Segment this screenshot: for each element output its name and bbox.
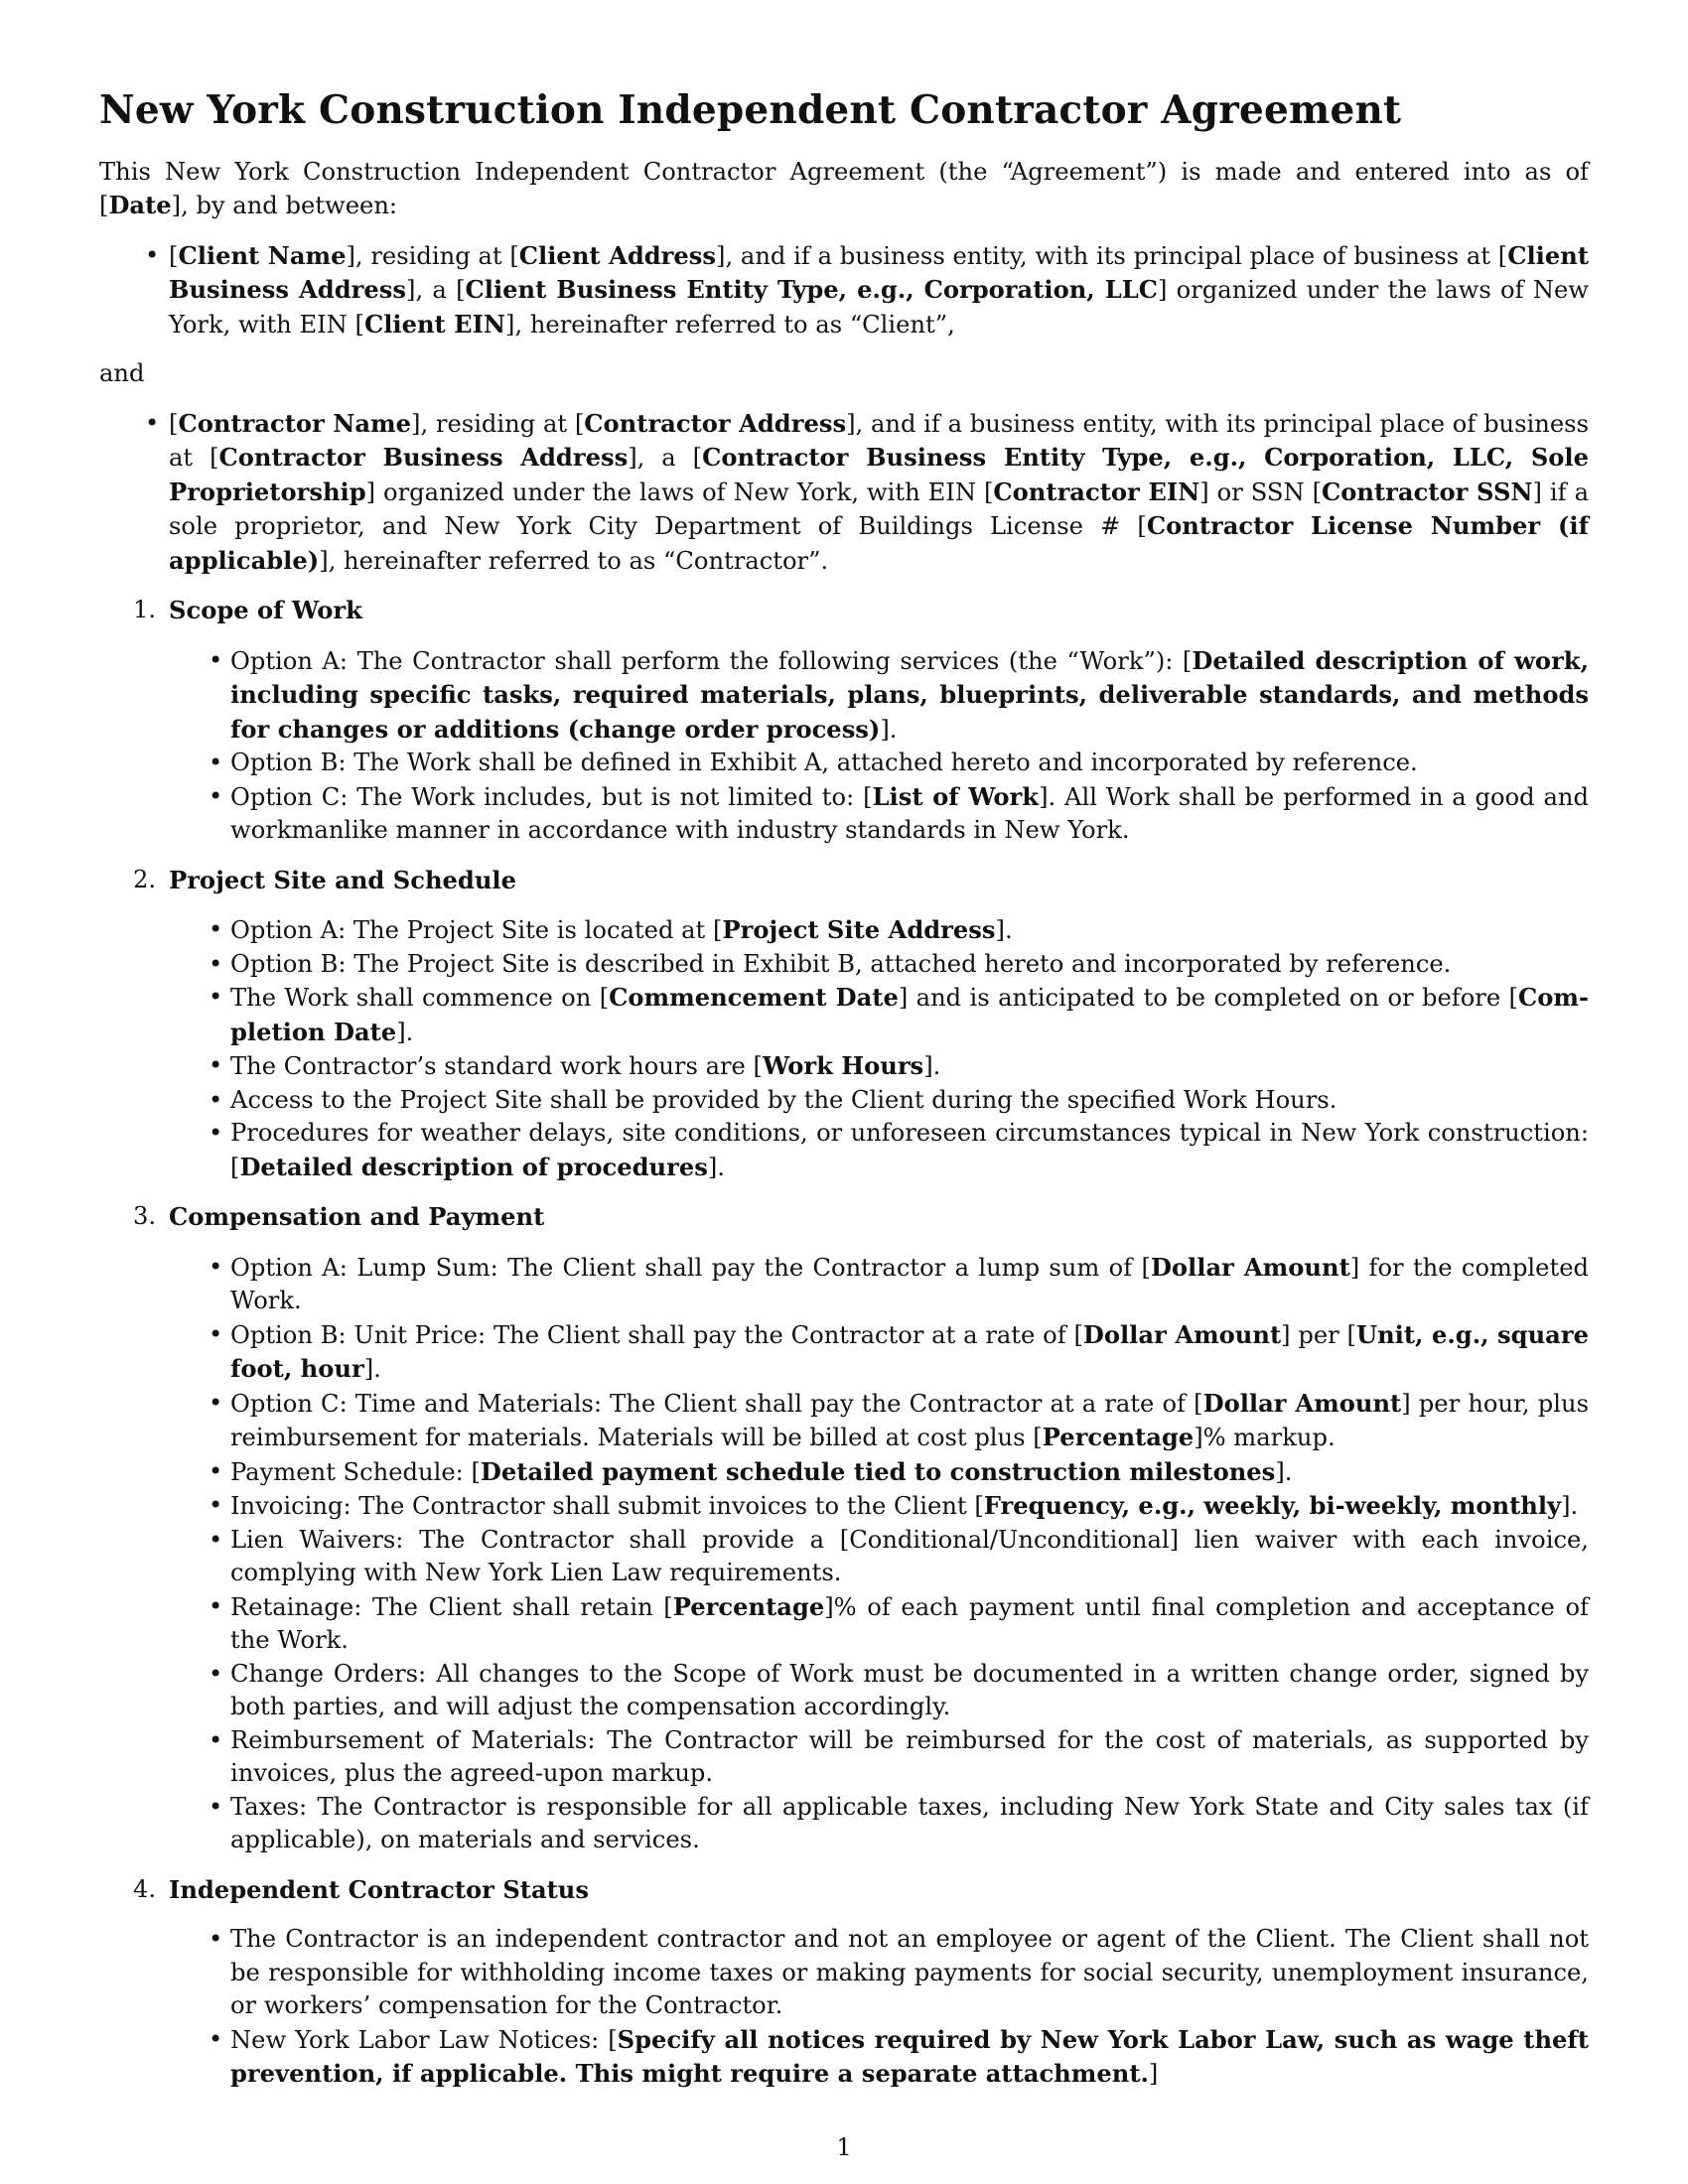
client-party: • [Client Name], residing at [Client Address], and if a business entity, with its principal place of business at [Client Business Address], a [Client Business Entity Type, e.g., Corporation, LLC] organized under the laws of New York, with EIN [Client EIN], hereinafter referred to as “Client”, [169, 239, 1589, 342]
section-title: Scope of Work [169, 596, 362, 625]
contractor-party-list [99, 407, 1589, 579]
list-item: • Option A: The Contractor shall perform the following services (the “Work”): [Detailed description of work, including specific tasks, required materials, plans, blueprints, deliverable standards, and methods for changes or additions (change order process)]. [230, 644, 1589, 748]
section-title: Independent Contractor Status [169, 1874, 590, 1904]
client-party-list [99, 239, 1589, 342]
list-item: • Option B: The Project Site is described in Exhibit B, attached hereto and incorporated by reference. [230, 948, 1589, 982]
list-item: • Option C: The Work includes, but is not limited to: [List of Work]. All Work shall be performed in a good and workmanlike manner in accordance with industry standards in New York. [230, 780, 1589, 848]
document-title: New York Construction Independent Contractor Agreement [99, 87, 1402, 133]
section-items [169, 644, 1589, 848]
section-title: Compensation and Payment [169, 1202, 545, 1232]
section-project-site [133, 864, 1589, 1185]
list-item: • Lien Waivers: The Contractor shall provide a [Conditional/Unconditional] lien waiver with each invoice, complying with New York Lien Law requirements. [230, 1524, 1589, 1590]
section-items [169, 1923, 1589, 2092]
list-item: • Retainage: The Client shall retain [Percentage]% of each payment until final completion and acceptance of the Work. [230, 1590, 1589, 1658]
list-item: • Option B: Unit Price: The Client shall pay the Contractor at a rate of [Dollar Amount] per [Unit, e.g., square foot, hour]. [230, 1318, 1589, 1387]
list-item: • New York Labor Law Notices: [Specify all notices required by New York Labor Law, such as wage theft prevention, if applicable. This might require a separate attachment.] [230, 2023, 1589, 2092]
list-item: • Taxes: The Contractor is responsible for all applicable taxes, including New York State and City sales tax (if applicable), on materials and services. [230, 1791, 1589, 1857]
page-number: 1 [836, 2133, 852, 2161]
section-scope-of-work [133, 594, 1589, 848]
section-items [169, 1251, 1589, 1857]
document-page [99, 87, 1589, 2108]
contractor-party: • [Contractor Name], residing at [Contractor Address], and if a business entity, with its principal place of business at [Contractor Business Address], a [Contractor Business Entity Type, e.g., Corporation, LLC, Sole Proprietorship] organized under the laws of New York, with EIN [Contractor EIN] or SSN [Contractor SSN] if a sole proprietor, and New York City Department of Buildings License # [Contractor License Number (if applicable)], hereinafter referred to as “Contractor”. [169, 407, 1589, 579]
section-number: 4. [133, 1874, 157, 1903]
list-item: • The Work shall commence on [Commencement Date] and is anticipated to be completed on or before [Completion Date]. [230, 981, 1589, 1049]
list-item: • Option A: The Project Site is located at [Project Site Address]. [230, 913, 1589, 948]
and-connector: and [99, 359, 145, 388]
section-compensation [133, 1200, 1589, 1857]
intro-paragraph: This New York Construction Independent Contractor Agreement (the “Agreement”) is made and entered into as of [Date], by and between: [99, 157, 1589, 220]
list-item: • Option A: Lump Sum: The Client shall pay the Contractor a lump sum of [Dollar Amount] for the completed Work. [230, 1251, 1589, 1318]
section-title: Project Site and Schedule [169, 865, 516, 894]
section-number: 1. [133, 596, 157, 624]
list-item: • Option B: The Work shall be defined in Exhibit A, attached hereto and incorporated by reference. [230, 747, 1589, 780]
list-item: • The Contractor’s standard work hours are [Work Hours]. [230, 1049, 1589, 1084]
list-item: • The Contractor is an independent contractor and not an employee or agent of the Client. The Client shall not be responsible for withholding income taxes or making payments for social security, unemployment insurance, or workers’ compensation for the Contractor. [230, 1923, 1589, 2023]
list-item: • Access to the Project Site shall be provided by the Client during the specified Work Hours. [230, 1084, 1589, 1118]
section-items [169, 913, 1589, 1184]
list-item: • Option C: Time and Materials: The Client shall pay the Contractor at a rate of [Dollar Amount] per hour, plus reimbursement for materials. Materials will be billed at cost plus [Percentage]% markup. [230, 1387, 1589, 1455]
sections-list [99, 594, 1589, 2092]
list-item: • Payment Schedule: [Detailed payment schedule tied to construction milestones]. [230, 1455, 1589, 1490]
list-item: • Change Orders: All changes to the Scope of Work must be documented in a written change order, signed by both parties, and will adjust the compensation accordingly. [230, 1658, 1589, 1724]
section-contractor-status [133, 1873, 1589, 2092]
list-item: • Reimbursement of Materials: The Contractor will be reimbursed for the cost of materials, as supported by invoices, plus the agreed-upon markup. [230, 1724, 1589, 1791]
list-item: • Procedures for weather delays, site conditions, or unforeseen circumstances typical in New York construction: [Detailed description of procedures]. [230, 1117, 1589, 1184]
section-number: 2. [133, 865, 157, 893]
section-number: 3. [133, 1202, 157, 1231]
list-item: • Invoicing: The Contractor shall submit invoices to the Client [Frequency, e.g., weekly, bi-weekly, monthly]. [230, 1489, 1589, 1524]
